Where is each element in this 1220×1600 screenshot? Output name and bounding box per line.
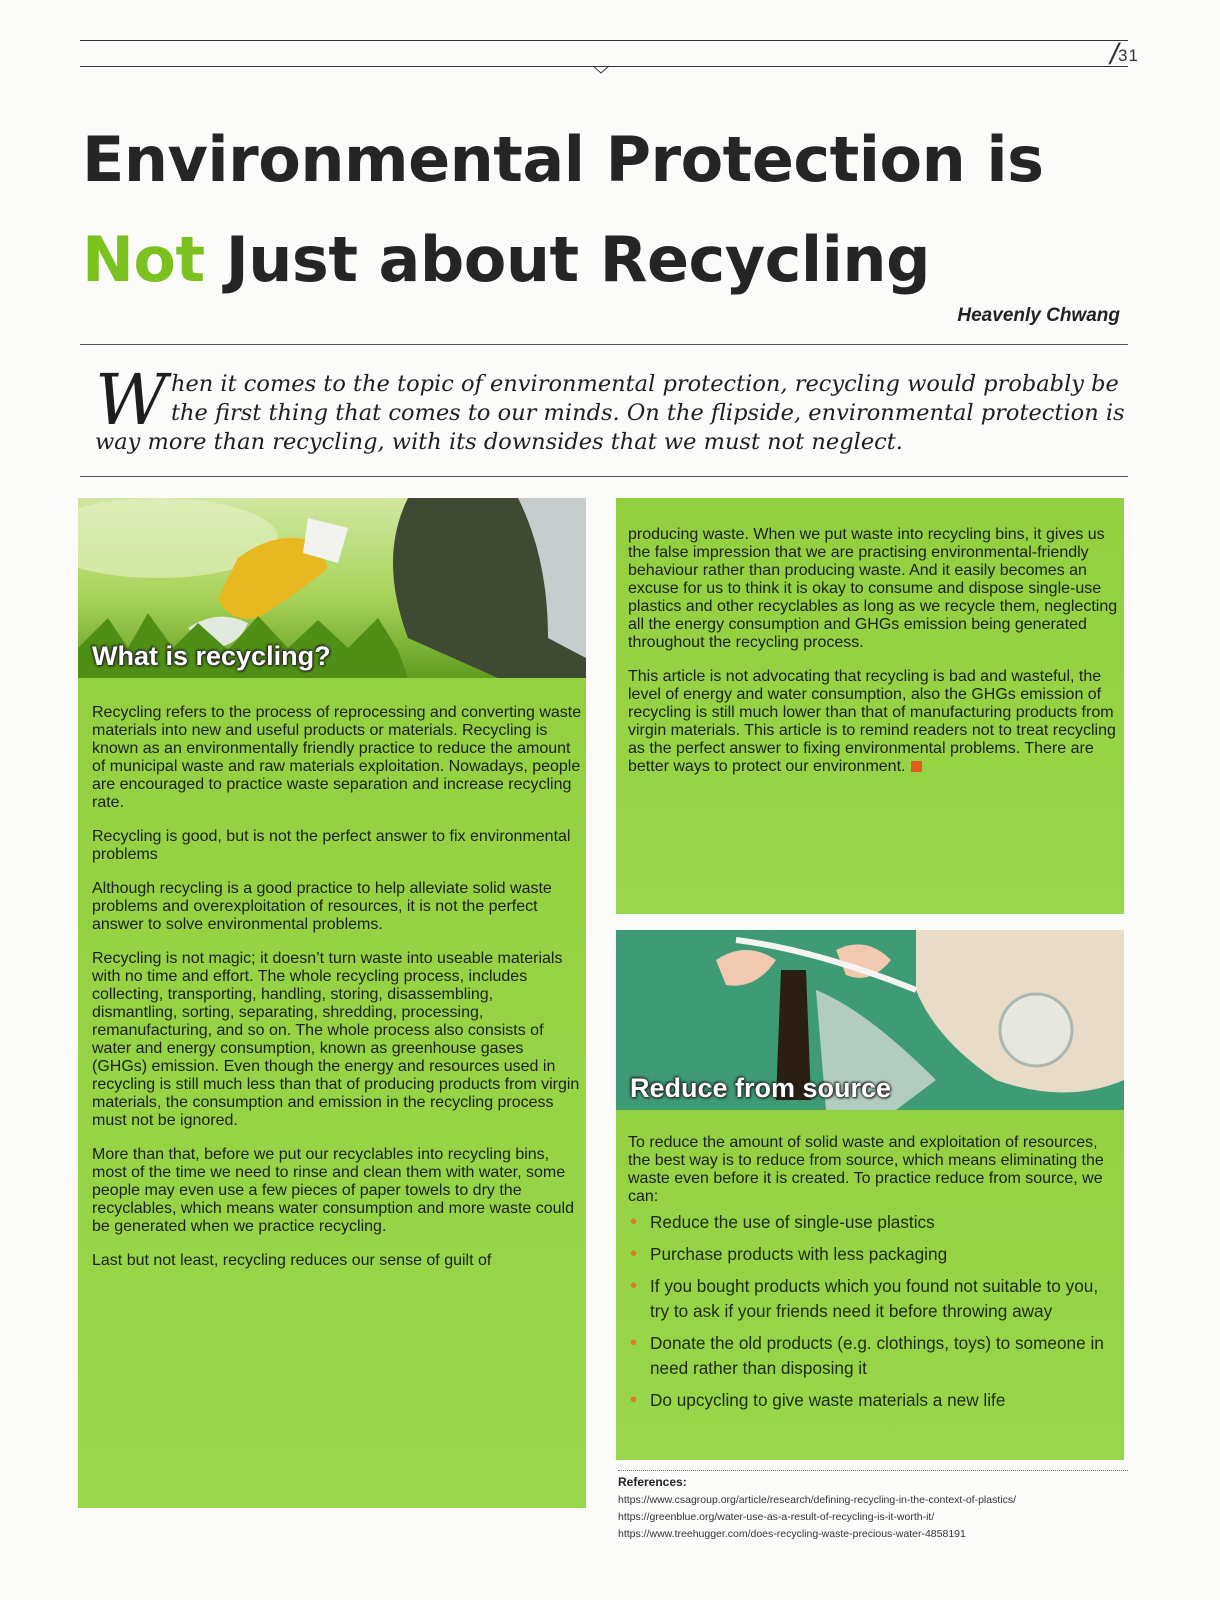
title-accent-word: Not — [82, 223, 205, 296]
right-top-column-body — [628, 510, 1118, 792]
section-title-what-is-recycling: What is recycling? — [92, 641, 331, 671]
list-item: • Purchase products with less packaging — [628, 1242, 1118, 1267]
page-slash-mark: / — [1110, 38, 1119, 71]
recycling-photo — [78, 498, 586, 678]
author-name: Heavenly Chwang — [957, 305, 1120, 326]
references — [618, 1470, 1128, 1543]
reference-link[interactable]: https://www.csagroup.org/article/research/defining-recycling-in-the-context-of-plastics/ — [618, 1494, 1017, 1506]
lead-rule-bottom — [80, 476, 1128, 477]
paragraph: Although recycling is a good practice to help alleviate solid waste problems and overexploitation of resources, it is not the perfect answer to solve environmental problems. — [92, 880, 552, 933]
left-column-body — [92, 688, 582, 1286]
paragraph: This article is not advocating that recycling is bad and wasteful, the level of energy and water consumption, also the GHGs emission of recycling is still much lower than that of manufacturing products from virgin materials. This article is to remind readers not to treat recycling as the perfect answer to fixing environmental problems. There are better ways to protect our environment. — [628, 668, 1116, 775]
article-title — [82, 110, 1162, 310]
lead-paragraph — [95, 359, 1125, 457]
article-end-mark — [911, 761, 922, 772]
lead-rule-top — [80, 344, 1128, 345]
paragraph: producing waste. When we put waste into recycling bins, it gives us the false impression that we are practising environmental-friendly behaviour rather than producing waste. And it easily becomes an excuse for us to think it is okay to consume and dispose single-use plastics and other recyclables as long as we recycle them, neglecting all the energy consumption and GHGs emission being generated throughout the recycling process. — [628, 526, 1118, 651]
right-bottom-column-body — [628, 1118, 1118, 1420]
list-item: • Reduce the use of single-use plastics — [628, 1210, 1118, 1235]
title-line-1: Environmental Protection is — [82, 123, 1044, 196]
lead-dropcap: W — [95, 359, 167, 441]
lead-text: hen it comes to the topic of environmental protection, recycling would probably be the first thing that comes to our minds. On the flipside, environmental protection is way more than recycling, with its downsides that we must not neglect. — [95, 371, 1125, 455]
references-title: References: — [618, 1475, 687, 1489]
reduce-list — [628, 1210, 1118, 1413]
paragraph: More than that, before we put our recyclables into recycling bins, most of the time we need to rinse and clean them with water, some people may even use a few pieces of paper towels to dry the recyclables, which means water consumption and more waste could be generated when we practice recycling. — [92, 1146, 575, 1235]
paragraph: Last but not least, recycling reduces our sense of guilt of — [92, 1252, 492, 1269]
list-item: • Donate the old products (e.g. clothings, toys) to someone in need rather than disposing it — [628, 1331, 1118, 1381]
header-rule-top — [80, 40, 1128, 41]
list-item: • If you bought products which you found not suitable to you, try to ask if your friends need it before throwing away — [628, 1274, 1118, 1324]
reduce-photo — [616, 930, 1124, 1110]
reference-link[interactable]: https://greenblue.org/water-use-as-a-result-of-recycling-is-it-worth-it/ — [618, 1511, 935, 1523]
section-title-reduce-from-source: Reduce from source — [630, 1073, 892, 1103]
paragraph: Recycling is not magic; it doesn’t turn waste into useable materials with no time and effort. The whole recycling process, includes collecting, transporting, handling, storing, disassembling, dismantling, sorting, separating, shredding, processing, remanufacturing, and so on. The whole process also consists of water and energy consumption, known as greenhouse gases (GHGs) emission. Even though the energy and resources used in recycling is still much less than that of producing products from virgin materials, the consumption and emission in the recycling process must not be ignored. — [92, 950, 580, 1129]
list-item: • Do upcycling to give waste materials a new life — [628, 1388, 1118, 1413]
reference-link[interactable]: https://www.treehugger.com/does-recycling-waste-precious-water-4858191 — [618, 1528, 966, 1540]
header-notch-icon — [592, 65, 610, 75]
title-line-2: Just about Recycling — [204, 223, 930, 296]
paragraph: Recycling is good, but is not the perfect answer to fix environmental problems — [92, 828, 571, 863]
reduce-intro: To reduce the amount of solid waste and exploitation of resources, the best way is to reduce from source, which means eliminating the waste even before it is created. To practice reduce from source, we can: — [628, 1134, 1104, 1205]
page-number: 31 — [1118, 46, 1139, 65]
paragraph: Recycling refers to the process of reprocessing and converting waste materials into new and useful products or materials. Recycling is known as an environmentally friendly practice to reduce the amount of municipal waste and raw materials exploitation. Nowadays, people are encouraged to practice waste separation and increase recycling rate. — [92, 704, 582, 811]
